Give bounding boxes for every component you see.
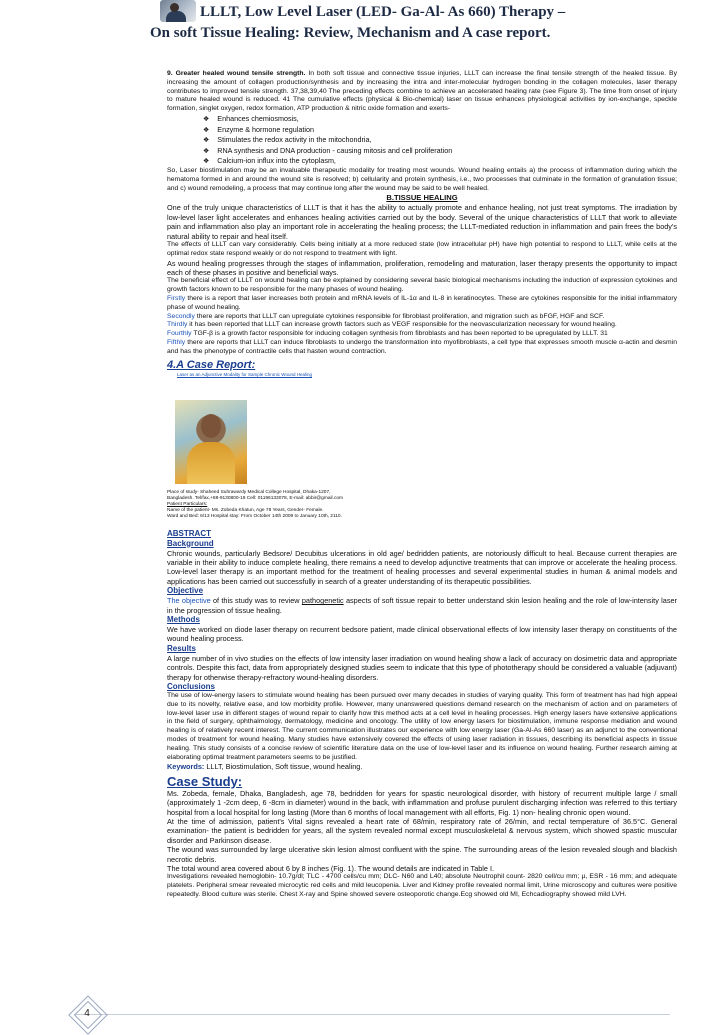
results-heading: Results [167, 643, 196, 653]
patient-photo [175, 400, 247, 484]
paragraph-fourthly: Fourthly TGF-β is a growth factor responsible for inducing collagen synthesis from fibroblasts and has been reported to be upregulated by LLLT. 31 [167, 330, 608, 338]
list-item: ❖ Calcium-ion influx into the cytoplasm, [203, 156, 677, 167]
footer-divider [74, 1014, 670, 1015]
patient-info-line: Name of the patient- Ms. Zobeda Khatun, Age 78 Years, Gender- Female. [167, 508, 324, 514]
fifthly-label: Fifthly [167, 338, 186, 346]
objective-heading: Objective [167, 586, 204, 596]
list-item: ❖ Stimulates the redox activity in the mitochondria, [203, 135, 677, 146]
list-item: ❖ Enhances chemiosmosis, [203, 114, 677, 125]
methods-heading: Methods [167, 615, 200, 624]
case-paragraph-1: Ms. Zobeda, female, Dhaka, Bangladesh, age 78, bedridden for years for spastic neurological disorder, with history of recurrent multiple large / small (approximately 1 -2cm deep, 6 -8cm in diameter) wound in the back, with inflammation and profuse purulent discharging infection was referred to this tertiary hospital from a local hospital for long lasting (More than 6 months of local management with all efforts, Fig. 1) non- healing chronic open wound. [167, 788, 677, 817]
list-item: ❖ Enzyme & hormone regulation [203, 125, 677, 136]
paragraph-lead: 9. Greater healed wound tensile strength. [167, 70, 306, 77]
abstract-heading: ABSTRACT [167, 528, 211, 538]
keywords-label: Keywords: [167, 762, 205, 772]
paragraph-tissue-4: The beneficial effect of LLLT on wound healing can be explained by considering several basic biological mechanisms including the induction of expression cytokines and growth factors known to be responsible for the many phases of wound healing. [167, 277, 677, 294]
paragraph-biostimulation: So, Laser biostimulation may be an invaluable therapeutic modality for treating most wounds. Wound healing entails a) the process of inflammation during which the hematoma formed in and around the wound site is resolved; b) cellularity and protein synthesis, i.e., two processes that culminate in the formation of granulation tissue; and c) wound remodeling, a process that may continue long after the wound may be said to be well healed. [167, 166, 677, 192]
secondly-label: Secondly [167, 312, 195, 320]
background-text: Chronic wounds, particularly Bedsore/ Decubitus ulcerations in old age/ bedridden patients, are notoriously difficult to heal. Because current therapies are variable in their ability to induce complete healing, there remains a need to develop adjunctive treatments that can improve or accelerate the healing process. Low-level laser therapy is an important method for the treatment of healing processes and several experimental studies in human & animal models and applications has been carried out successfully in search of a greater understanding of its therapeutic possibilities. [167, 548, 677, 586]
methods-text: We have worked on diode laser therapy on recurrent bedsore patient, made clinical observational effects of low intensity laser therapy on constituents of the wound healing process. [167, 625, 677, 644]
title-line-2: On soft Tissue Healing: Review, Mechanism and A case report. [150, 25, 551, 41]
page-header [0, 0, 728, 52]
conclusions-heading: Conclusions [167, 682, 216, 692]
case-report-subtitle: Laser as an Adjunctive Modality for Sample Chronic Wound Healing [177, 371, 312, 377]
paragraph-text: In both soft tissue and connective tissue injuries, LLLT can increase the final tensile strength of the healed tissue. By increasing the amount of collagen production/synthesis and by increasing the intra and inter-molecular hydrogen bonding in the collagen molecules, laser therapy contributes to improved tensile strength. 37,38,39,40 The preceding effects combine to achieve an accelerated healing rate (see Figure 3). The time from onset of injury to mature healed wound is reduced. 41 The cumulative effects (physical & Bio-chemical) laser on tissue enhances physiological activities by ion-exchange, speckle formation, singlet oxygen, redox formation, ATP production & nitric oxide formation and exerts- [167, 70, 677, 113]
paragraph-tissue-1: One of the truly unique characteristics of LLLT is that it has the ability to actually promote and enhance healing, not just treat symptoms. The irradiation by low-level laser light accelerates and enhances healing activities carried out by the body. Several of the unique characteristics of LLLT that work to alleviate pain and inflammation also play an important role in accelerating the healing process; the LLLT-mediated reduction in inflammation and pain frees the body's natural ability to repair and heal itself. [167, 203, 677, 241]
article-body [167, 70, 677, 900]
patient-info [167, 490, 677, 521]
paragraph-fifthly: Fifthly there are reports that LLLT can induce fibroblasts to undergo the transformation into myofibroblasts, a cell type that expresses smooth muscle α-actin and desmin and has the phenotype of contractile cells that hasten wound contraction. [167, 338, 677, 355]
background-heading: Background [167, 538, 214, 548]
case-paragraph-5: Investigations revealed hemoglobin- 10.7g/dl; TLC - 4700 cells/cu mm; DLC- N60 and L40; absolute Neutrophil count- 2820 cell/cu mm; µ, ESR - 16 mm; and adequate platelets. Peripheral smear revealed microcytic red cells and mild leucopenia. Liver and Kidney profile revealed normal limit, Urine microscopy and cultures were positive repeatedly. Blood culture was sterile. Chest X-ray and Spine showed severe osteoporotic change.Ecg showed old MI, Echcadiography showed mild LVH. [167, 873, 677, 899]
list-item: ❖ RNA synthesis and DNA production - causing mitosis and cell proliferation [203, 146, 677, 157]
paragraph-tissue-2: The effects of LLLT can vary considerably. Cells being initially at a more reduced state (low intracellular pH) have high potential to respond to LLLT, while cells at the optimal redox state respond weakly or do not respond to treatment with light. [167, 240, 677, 257]
case-paragraph-4: The total wound area covered about 6 by 8 inches (Fig. 1). The wound details are indicated in Table I. [167, 864, 495, 874]
title-line-1: LLLT, Low Level Laser (LED- Ga-Al- As 660) Therapy – [200, 4, 566, 20]
pathogenetic-link[interactable]: pathogenetic [301, 596, 344, 606]
paragraph-thirdly: Thirdly it has been reported that LLLT can increase growth factors such as VEGF responsible for the neovascularization necessary for wound healing. [167, 321, 617, 329]
objective-text: The objective of this study was to review pathogenetic aspects of soft tissue repair to better understand skin lesion healing and the role of low-intensity laser in the progression of tissue healing. [167, 596, 677, 615]
paragraph-tissue-3: As wound healing progresses through the stages of inflammation, proliferation, remodeling and maturation, laser therapy presents the opportunity to impact each of these phases in positive and beneficial ways. [167, 258, 677, 277]
header-photo [160, 0, 196, 22]
case-paragraph-2: At the time of admission, patient's Vital signs revealed a heart rate of 68/min, respiratory rate of 26/min, and rectal temperature of 36.5°C. General examination- the patient is bedridden for years, all the system revealed normal except musculoskeletal & nervous system, which showed spastic muscular disorder and Parkinson disease. [167, 817, 677, 845]
case-report-heading: 4.A Case Report: [167, 358, 256, 371]
patient-info-line: Patient Particulars: [167, 501, 208, 507]
tissue-healing-heading: B.TISSUE HEALING [386, 193, 458, 203]
firstly-label: Firstly [167, 294, 186, 302]
effects-list [167, 114, 677, 167]
patient-info-line: Ward and Bed: 6/13 Hospital stay: From October 14th 2009 to January 10th, 2110. [167, 514, 342, 520]
paragraph-tensile-strength [167, 70, 677, 114]
page-number: 4 [84, 1008, 90, 1019]
conclusions-text: The use of low-energy lasers to stimulate wound healing has been pursued over many decades in studies of varying quality. This form of treatment has had high appeal due to its novelty, relative ease, and low morbidity profile. However, many unanswered questions demand research on the mechanism of action and on parameters of low-level laser use in different stages of wound repair to clarify how this method acts at a cell level in healing processes. High energy lasers have extensive applications in the field of surgery, ophthalmology, dermatology, medicine and oncology. The utility of low energy lasers for biostimulation, immune response mediation and wound healing is of relatively recent interest. The current communication illustrates our experience with low energy laser (Ga-Al-As 660 laser) as an adjunct to the conventional modes of treatment for wound healing. Many studies have extensively covered the effects of using laser radiation in tissues, describing its beneficial aspects in tissue healing. This study consists of a concise review of scientific literature data on the use of low-level laser and its influence on wound healing. Further research aiming at elaborating optimal treatment parameters seems to be justified. [167, 692, 677, 761]
fourthly-label: Fourthly [167, 330, 192, 338]
paragraph-firstly: Firstly there is a report that laser increases both protein and mRNA levels of IL-1α and IL-8 in keratinocytes. These are cytokines responsible for the initial inflammatory phase of wound healing. [167, 294, 677, 311]
results-text: A large number of in vivo studies on the effects of low intensity laser irradiation on wound healing show a lack of accuracy on dosimetric data and appropriate controls. Despite this fact, data from appropriately designed studies seem to indicate that this type of phototherapy should be considered a valuable (adjuvant) therapy for otherwise therapy-refractory wound-healing disorders. [167, 653, 677, 682]
patient-info-line: Bangladesh. Tel/fax,+88-9130800-19 Cell: 01196133078, E-mail: abbir@gmail.com [167, 495, 344, 501]
keywords: Keywords: LLLT, Biostimulation, Soft tissue, wound healing. [167, 762, 363, 772]
case-study-heading: Case Study: [167, 773, 243, 789]
paragraph-secondly: Secondly there are reports that LLLT can upregulate cytokines responsible for fibroblast proliferation, and migration such as bFGF, HGF and SCF. [167, 312, 605, 320]
thirdly-label: Thirdly [167, 321, 188, 329]
patient-info-line: Place of study- Shaheed Suhrawardy Medical College Hospital, Dhaka-1207, [167, 489, 331, 495]
case-paragraph-3: The wound was surrounded by large ulcerative skin lesion almost confluent with the spine. The surrounding areas of the lesion revealed slough and blackish necrotic debris. [167, 845, 677, 864]
